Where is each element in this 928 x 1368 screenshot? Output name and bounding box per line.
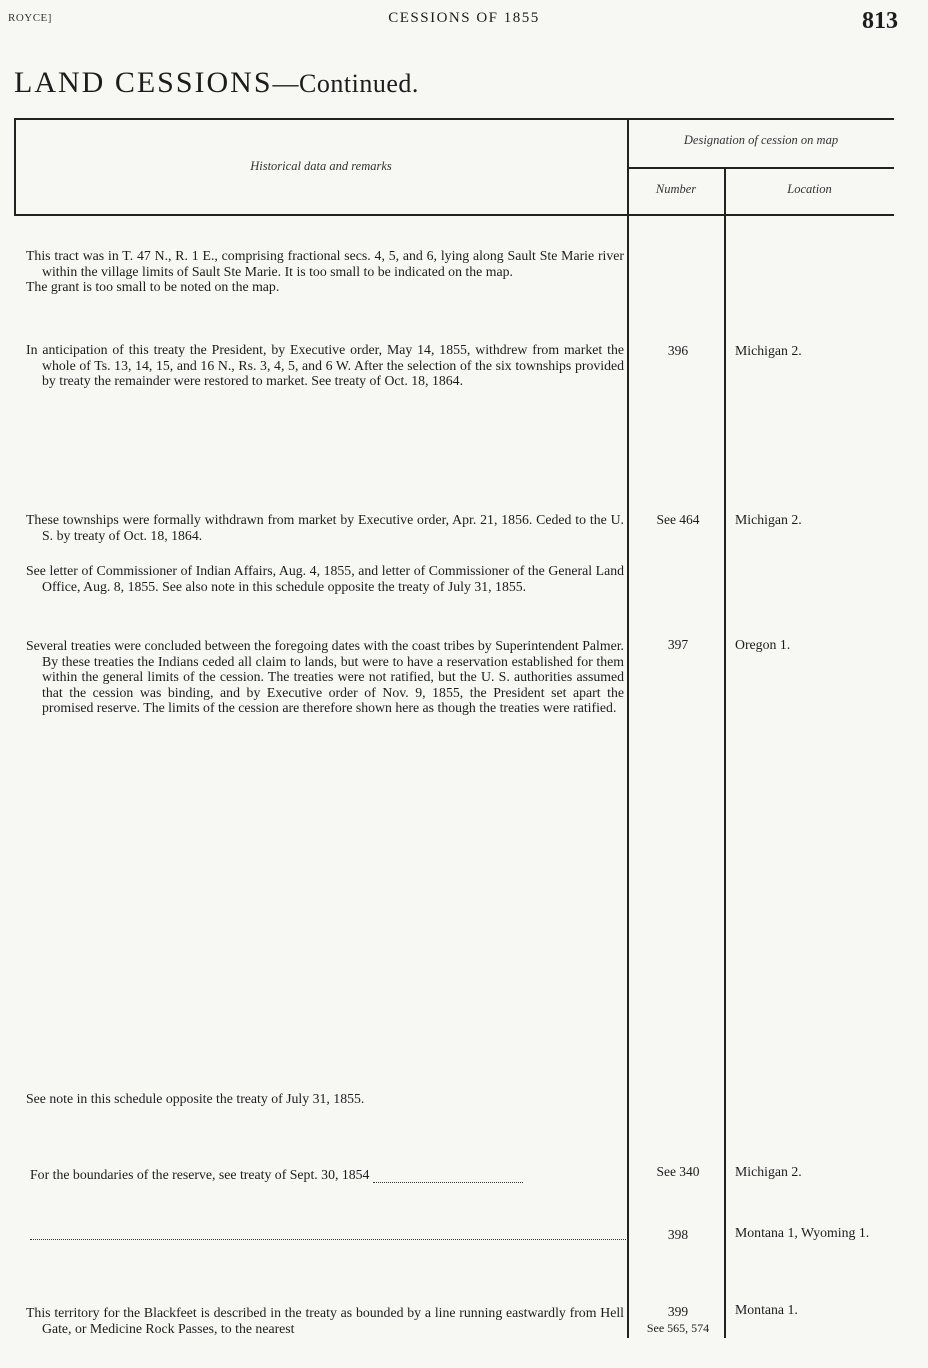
section-title-suffix: —Continued. [272,69,419,98]
column-rule-remarks [627,118,629,1338]
remark-entry [26,1305,624,1336]
cession-location: Oregon 1. [735,637,791,652]
column-rule-number [724,168,726,1338]
remark-paragraph: For the boundaries of the reserve, see treaty of Sept. 30, 1854 [30,1167,370,1182]
remark-entry [26,563,624,594]
cession-number: 397 [667,637,689,652]
running-head-title: CESSIONS OF 1855 [388,10,540,26]
dot-leader [373,1170,523,1183]
remark-entry-dotted [30,1167,630,1183]
remark-paragraph: The grant is too small to be noted on the map. [26,279,280,295]
cession-number [632,1304,724,1336]
section-title [14,66,419,100]
remark-entry [26,1091,624,1107]
remark-entry [26,512,624,543]
header-location: Location [787,182,832,196]
remark-paragraph: This territory for the Blackfeet is described in the treaty as bounded by a line running eastwardly from Hell Gate, or Medicine Rock Passes, to the nearest [26,1305,624,1336]
cession-location: Michigan 2. [735,512,802,527]
remark-paragraph: See letter of Commissioner of Indian Affairs, Aug. 4, 1855, and letter of Commissioner of the General Land Office, Aug. 8, 1855. See also note in this schedule opposite the treaty of July 31, 1855. [26,563,624,594]
cession-number: 396 [667,343,689,358]
remark-entry [26,248,624,295]
cession-number: See 464 [656,512,700,527]
section-title-main: LAND CESSIONS [14,66,273,99]
running-head-left: ROYCE] [8,12,52,24]
designation-rule [628,167,894,169]
remark-entry [26,342,624,389]
table-top-rule [14,118,894,120]
dot-leader [30,1239,628,1240]
header-number: Number [655,182,697,196]
remark-paragraph: Several treaties were concluded between the foregoing dates with the coast tribes by Superintendent Palmer. By these treaties the Indians ceded all claim to lands, but were to have a reservation established for them within the general limits of the cession. The treaties were not ratified, but the U. S. authorities assumed that the cession was binding, and by Executive order of Nov. 9, 1855, the President set apart the promised reserve. The limits of the cession are therefore shown here as though the treaties were ratified. [26,638,624,716]
header-historical: Historical data and remarks [250,159,392,173]
cession-number-primary: 399 [667,1304,689,1319]
remark-paragraph: This tract was in T. 47 N., R. 1 E., comprising fractional secs. 4, 5, and 6, lying along Sault Ste Marie river within the village limits of Sault Ste Marie. It is too small to be indicated on the map. [26,248,624,279]
cession-location: Montana 1, Wyoming 1. [735,1225,870,1240]
cession-location: Montana 1. [735,1302,798,1317]
cession-number: See 340 [656,1164,700,1179]
header-designation: Designation of cession on map [683,133,839,147]
cession-number: 398 [667,1227,689,1242]
cession-location: Michigan 2. [735,1164,802,1179]
remark-entry [26,638,624,716]
page-number: 813 [862,8,898,34]
remark-paragraph: See note in this schedule opposite the treaty of July 31, 1855. [26,1091,365,1106]
header-bottom-rule [14,214,894,216]
cession-location: Michigan 2. [735,343,802,358]
cession-number-secondary: See 565, 574 [646,1321,710,1335]
remark-paragraph: These townships were formally withdrawn from market by Executive order, Apr. 21, 1856. Ceded to the U. S. by treaty of Oct. 18, 1864. [26,512,624,543]
remark-paragraph: In anticipation of this treaty the President, by Executive order, May 14, 1855, withdrew from market the whole of Ts. 13, 14, 15, and 16 N., Rs. 3, 4, 5, and 6 W. After the selection of the six townships provided by treaty the remainder were restored to market. See treaty of Oct. 18, 1864. [26,342,624,389]
